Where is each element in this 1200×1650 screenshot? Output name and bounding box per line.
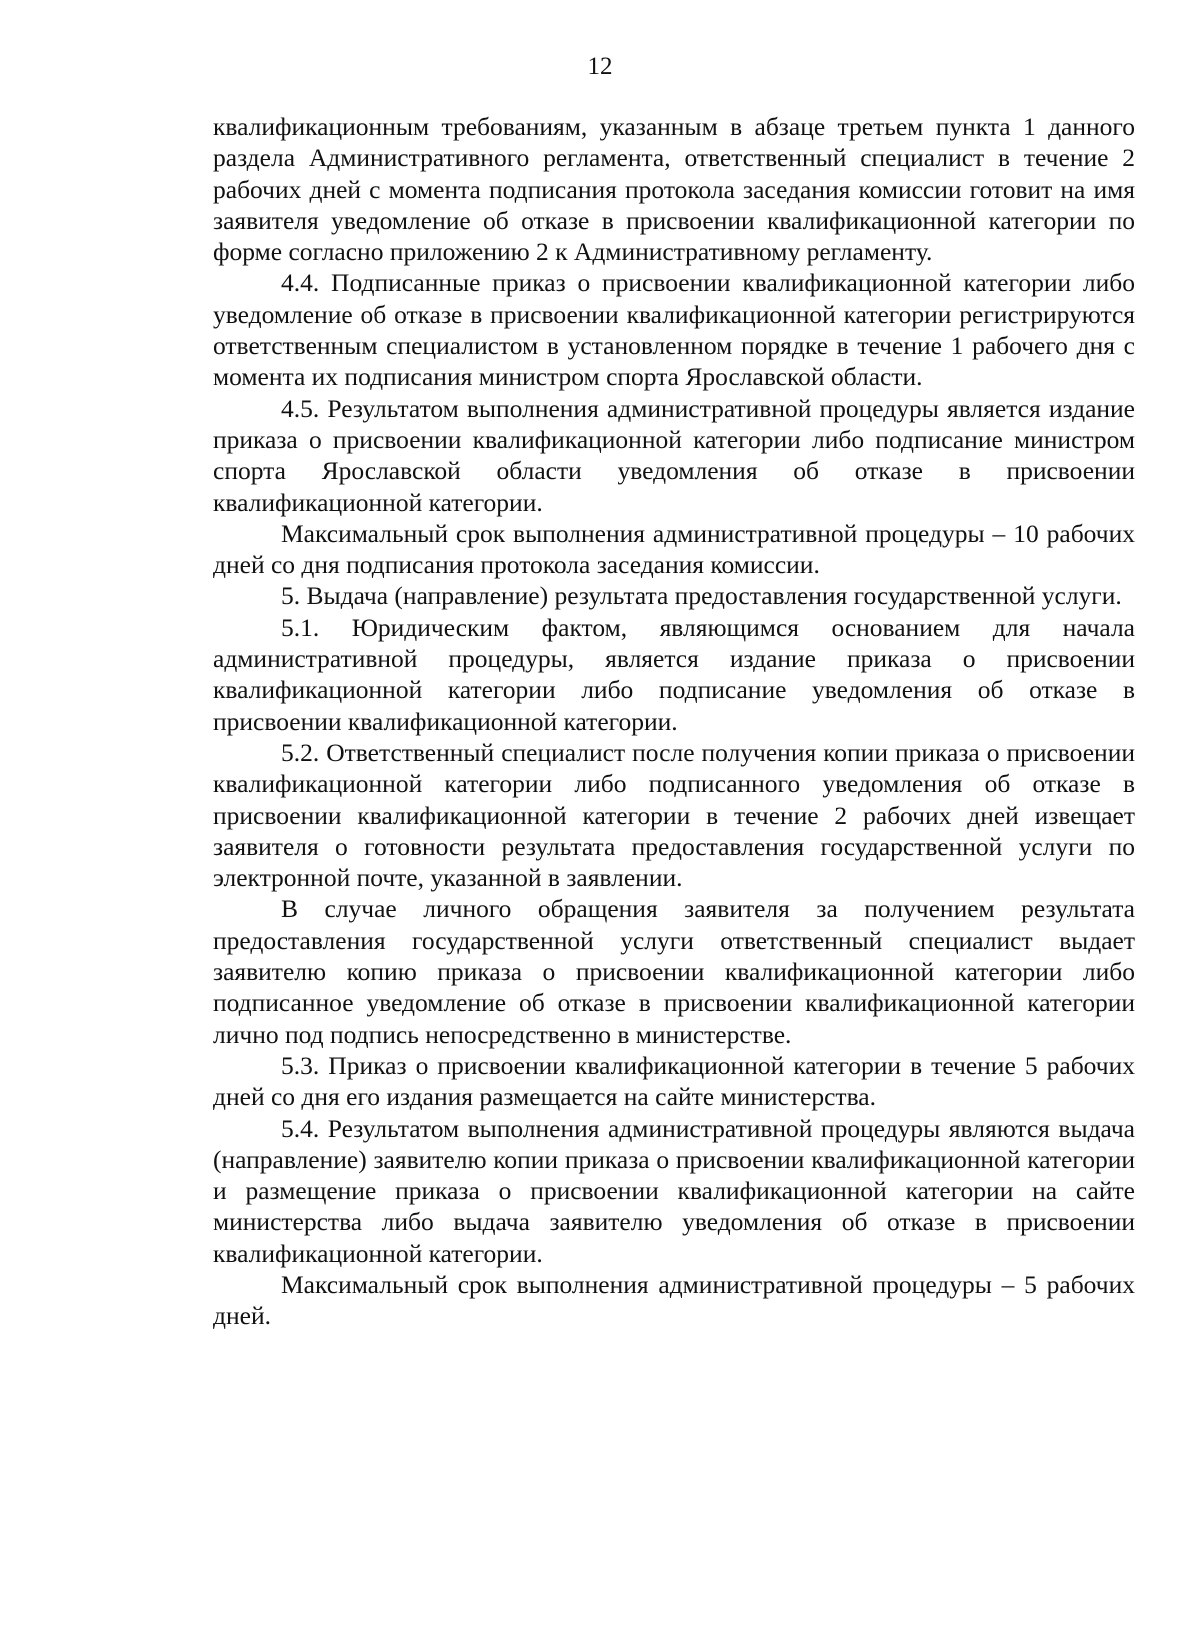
- paragraph-5-1: 5.1. Юридическим фактом, являющимся основанием для начала административной процедуры, является издание приказа о присвоении квалификационной категории либо подписание уведомления об отказе в присвоении квалификационной категории.: [213, 612, 1135, 736]
- document-body: [213, 111, 1135, 1332]
- paragraph-continuation: квалификационным требованиям, указанным в абзаце третьем пункта 1 данного раздела Административного регламента, ответственный специалист в течение 2 рабочих дней с момента подписания протокола заседания комиссии готовит на имя заявителя уведомление об отказе в присвоении квалификационной категории по форме согласно приложению 2 к Административному регламенту.: [213, 112, 1135, 267]
- page-number: 12: [587, 53, 613, 80]
- paragraph-max-term-5-days: Максимальный срок выполнения административной процедуры – 5 рабочих дней.: [213, 1269, 1135, 1331]
- paragraph-personal-request: В случае личного обращения заявителя за получением результата предоставления государственной услуги ответственный специалист выдает заявителю копию приказа о присвоении квалификационной категории либо подписанное уведомление об отказе в присвоении квалификационной категории лично под подпись непосредственно в министерстве.: [213, 894, 1135, 1049]
- paragraph-5-2: 5.2. Ответственный специалист после получения копии приказа о присвоении квалификационной категории либо подписанного уведомления об отказе в присвоении квалификационной категории в течение 2 рабочих дней извещает заявителя о готовности результата предоставления государственной услуги по электронной почте, указанной в заявлении.: [213, 737, 1135, 893]
- paragraph-4-4: 4.4. Подписанные приказ о присвоении квалификационной категории либо уведомление об отказе в присвоении квалификационной категории регистрируются ответственным специалистом в установленном порядке в течение 1 рабочего дня с момента их подписания министром спорта Ярославской области.: [213, 268, 1135, 392]
- paragraph-4-5: 4.5. Результатом выполнения административной процедуры является издание приказа о присвоении квалификационной категории либо подписание министром спорта Ярославской области уведомления об отказе в присвоении квалификационной категории.: [213, 393, 1135, 517]
- paragraph-5-4: 5.4. Результатом выполнения административной процедуры являются выдача (направление) заявителю копии приказа о присвоении квалификационной категории и размещение приказа о присвоении квалификационной категории на сайте министерства либо выдача заявителю уведомления об отказе в присвоении квалификационной категории.: [213, 1113, 1135, 1268]
- paragraph-5-3: 5.3. Приказ о присвоении квалификационной категории в течение 5 рабочих дней со дня его издания размещается на сайте министерства.: [213, 1050, 1135, 1112]
- paragraph-max-term-10-days: Максимальный срок выполнения административной процедуры – 10 рабочих дней со дня подписания протокола заседания комиссии.: [213, 518, 1135, 580]
- paragraph-5-heading: 5. Выдача (направление) результата предоставления государственной услуги.: [281, 581, 1122, 611]
